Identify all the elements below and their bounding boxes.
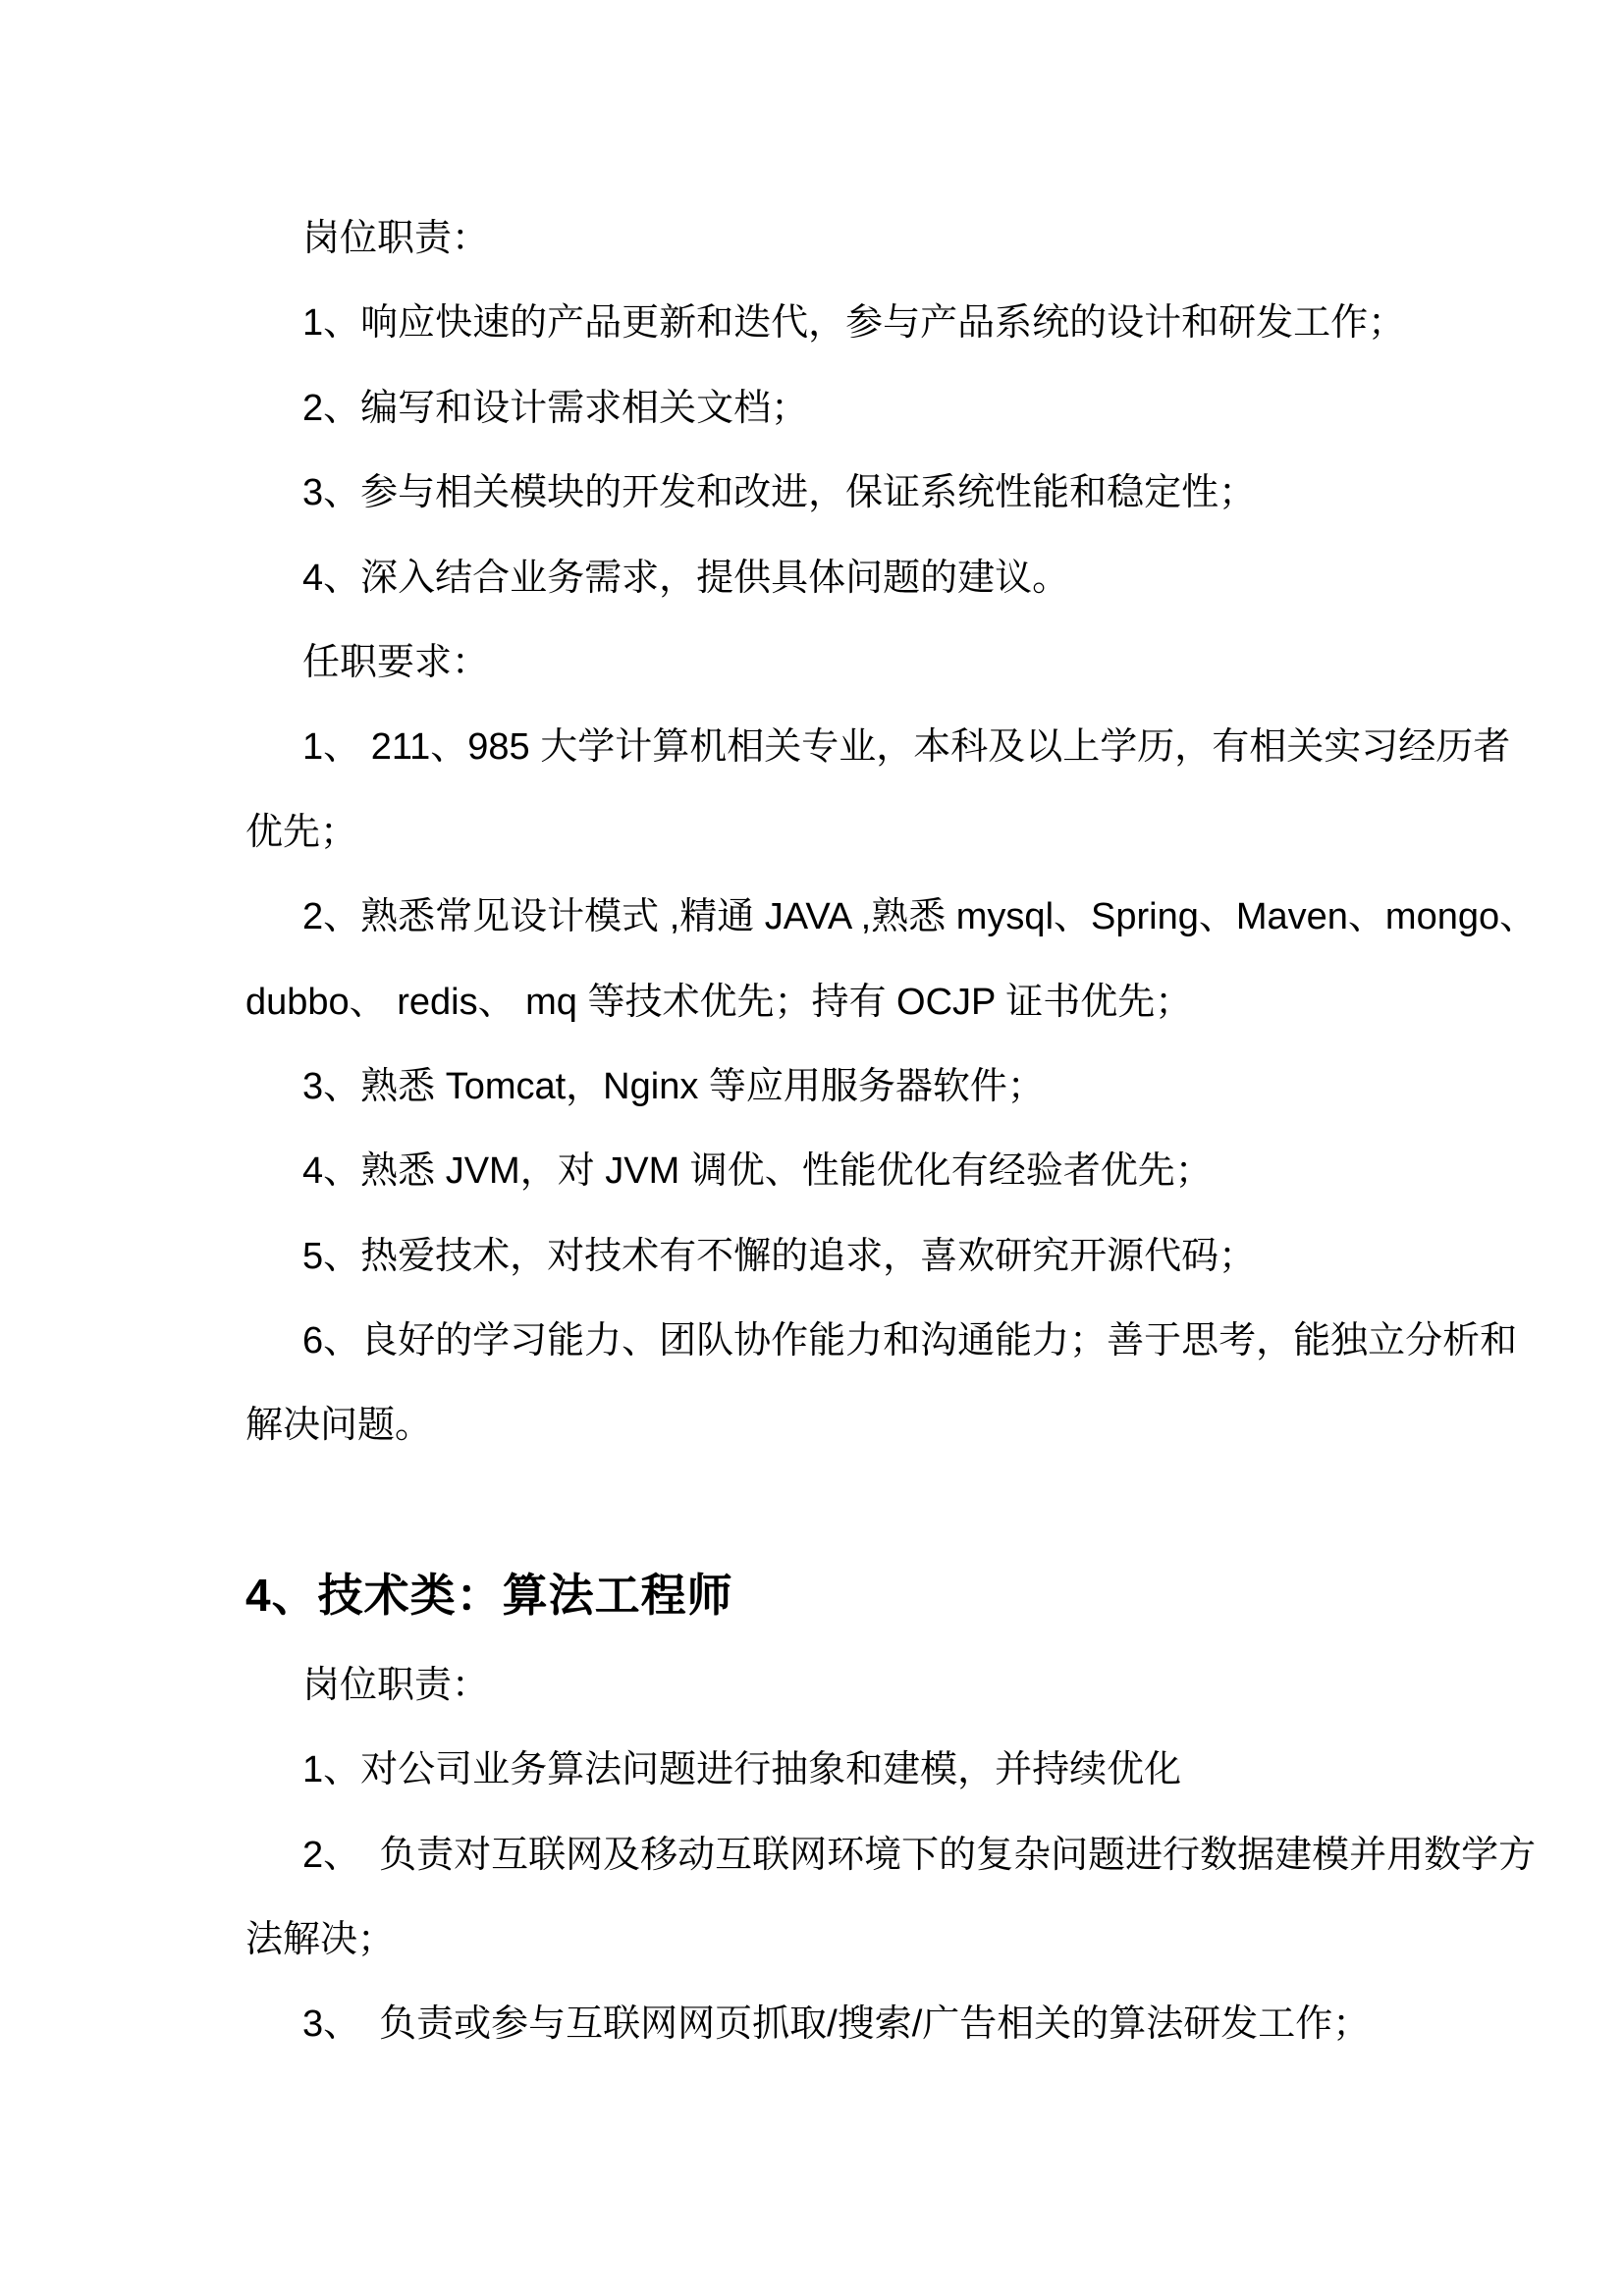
document-line: 3、 负责或参与互联网网页抓取/搜索/广告相关的算法研发工作；: [302, 2003, 1371, 2046]
document-line: 4、深入结合业务需求，提供具体问题的建议。: [302, 557, 1070, 599]
document-line: 2、熟悉常见设计模式 ,精通 JAVA ,熟悉 mysql、Spring、Maven、mongo、: [302, 896, 1538, 938]
text-content: [245, 196, 1538, 2067]
document-line: 3、参与相关模块的开发和改进，保证系统性能和稳定性；: [302, 472, 1257, 514]
document-line: 5、热爱技术，对技术有不懈的追求，喜欢研究开源代码；: [302, 1235, 1257, 1277]
document-line: 优先；: [245, 811, 358, 853]
document-line: 3、熟悉 Tomcat，Nginx 等应用服务器软件；: [302, 1065, 1045, 1107]
document-line: 6、良好的学习能力、团队协作能力和沟通能力；善于思考，能独立分析和: [302, 1320, 1518, 1362]
document-line: 岗位职责：: [302, 218, 490, 259]
document-line: 法解决；: [245, 1919, 396, 1961]
document-line: 2、 负责对互联网及移动互联网环境下的复杂问题进行数据建模并用数学方: [302, 1834, 1537, 1876]
section-heading: 4、技术类：算法工程师: [245, 1569, 733, 1621]
document-line: 解决问题。: [245, 1405, 433, 1447]
document-line: 岗位职责：: [302, 1664, 490, 1706]
document-line: dubbo、 redis、 mq 等技术优先；持有 OCJP 证书优先；: [245, 981, 1193, 1023]
document-line: 任职要求：: [302, 641, 490, 683]
document-line: 1、响应快速的产品更新和迭代，参与产品系统的设计和研发工作；: [302, 302, 1406, 345]
document-line: 4、熟悉 JVM，对 JVM 调优、性能优化有经验者优先；: [302, 1150, 1213, 1193]
document-line: 2、编写和设计需求相关文档；: [302, 387, 809, 429]
document-line: 1、 211、985 大学计算机相关专业，本科及以上学历，有相关实习经历者: [302, 726, 1511, 769]
document-line: 1、对公司业务算法问题进行抽象和建模，并持续优化: [302, 1749, 1182, 1791]
